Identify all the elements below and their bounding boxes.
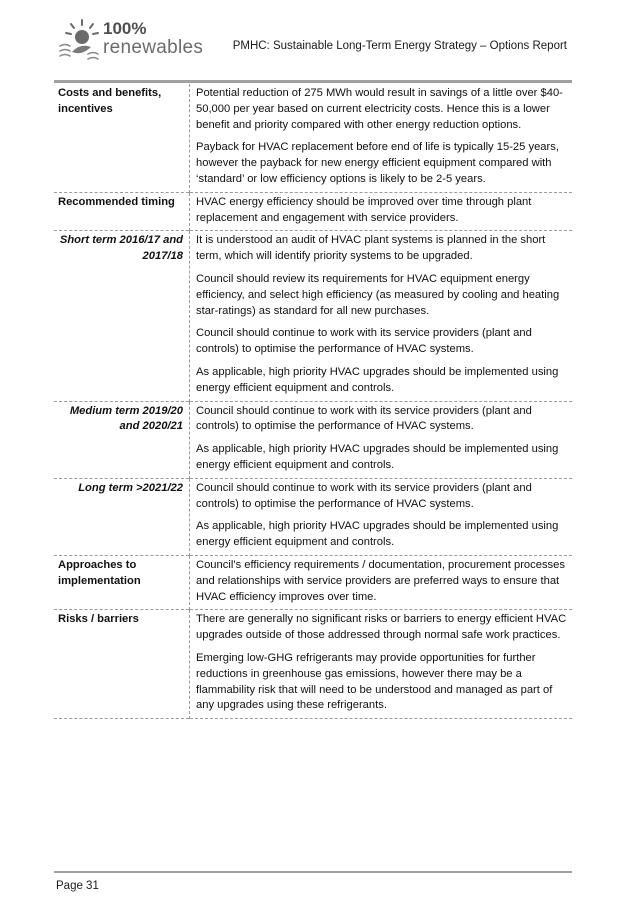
content-paragraph: Council should continue to work with its service providers (plant and controls) to optimise the performance of HVAC systems.: [196, 404, 532, 433]
row-content: [190, 231, 573, 401]
row-label: Risks / barriers: [54, 610, 190, 719]
table-row: [54, 192, 572, 231]
row-content: [190, 555, 573, 609]
row-content: [190, 478, 573, 555]
content-paragraph: Council’s efficiency requirements / documentation, procurement processes and relationships with service providers are preferred ways to ensure that HVAC efficiency improves over time.: [196, 558, 565, 603]
content-paragraph: There are generally no significant risks or barriers to energy efficient HVAC upgrades outside of those addressed through normal safe work practices.: [196, 613, 567, 642]
content-paragraph: HVAC energy efficiency should be improved over time through plant replacement and engagement with service providers.: [196, 195, 532, 224]
company-logo: [58, 18, 238, 62]
table-row: [54, 401, 572, 478]
table-row: [54, 231, 572, 401]
content-paragraph: As applicable, high priority HVAC upgrades should be implemented using energy efficient equipment and controls.: [196, 365, 559, 394]
table-row: [54, 478, 572, 555]
content-paragraph: As applicable, high priority HVAC upgrades should be implemented using energy efficient equipment and controls.: [196, 443, 559, 471]
row-label: Costs and benefits, incentives: [54, 84, 190, 192]
row-label: Medium term 2019/20 and 2020/21: [54, 401, 190, 478]
row-content: [190, 192, 573, 231]
row-content: [190, 401, 573, 478]
document-title: PMHC: Sustainable Long-Term Energy Strategy – Options Report: [232, 40, 567, 52]
content-paragraph: Council should continue to work with its service providers (plant and controls) to optimise the performance of HVAC systems.: [196, 327, 532, 356]
table-row: [54, 84, 572, 192]
content-paragraph: Council should continue to work with its service providers (plant and controls) to optimise the performance of HVAC systems.: [196, 481, 532, 510]
content-paragraph: Payback for HVAC replacement before end of life is typically 15-25 years, however the payback for new energy efficient equipment compared with ‘standard’ or low efficiency options is likely to be 2-5 years.: [196, 141, 559, 185]
logo-percent-text: 100%: [103, 19, 147, 38]
row-label: Approaches to implementation: [54, 555, 190, 609]
table-row: [54, 610, 572, 719]
options-table-body: [54, 84, 572, 719]
row-label: Short term 2016/17 and 2017/18: [54, 231, 190, 401]
content-paragraph: It is understood an audit of HVAC plant systems is planned in the short term, which will identify priority systems to be upgraded.: [196, 234, 546, 263]
content-paragraph: Council should review its requirements for HVAC equipment energy efficiency, and select high efficiency (as measured by cooling and heating star-ratings) as standard for all new purchases.: [196, 272, 560, 317]
content-paragraph: Potential reduction of 275 MWh would result in savings of a little over $40-50,000 per year based on current electricity costs. Hence this is a lower benefit and priority compared with other energy reduction options.: [196, 87, 563, 131]
row-label: Long term >2021/22: [54, 478, 190, 555]
options-table: [54, 84, 572, 719]
row-content: [190, 84, 573, 192]
sun-leaf-logo-icon: [58, 18, 100, 62]
page-header: [0, 0, 625, 80]
row-content: [190, 610, 573, 719]
table-row: [54, 555, 572, 609]
footer-divider: [54, 871, 572, 873]
row-label: Recommended timing: [54, 192, 190, 231]
logo-wordmark: renewables: [103, 37, 204, 58]
page-number: Page 31: [56, 880, 99, 892]
content-paragraph: As applicable, high priority HVAC upgrades should be implemented using energy efficient equipment and controls.: [196, 520, 559, 549]
header-divider: [54, 80, 572, 83]
content-paragraph: Emerging low-GHG refrigerants may provide opportunities for further reductions in greenhouse gas emissions, however there may be a flammability risk that will need to be understood and managed as part of any upgrades using these refrigerants.: [196, 651, 553, 712]
